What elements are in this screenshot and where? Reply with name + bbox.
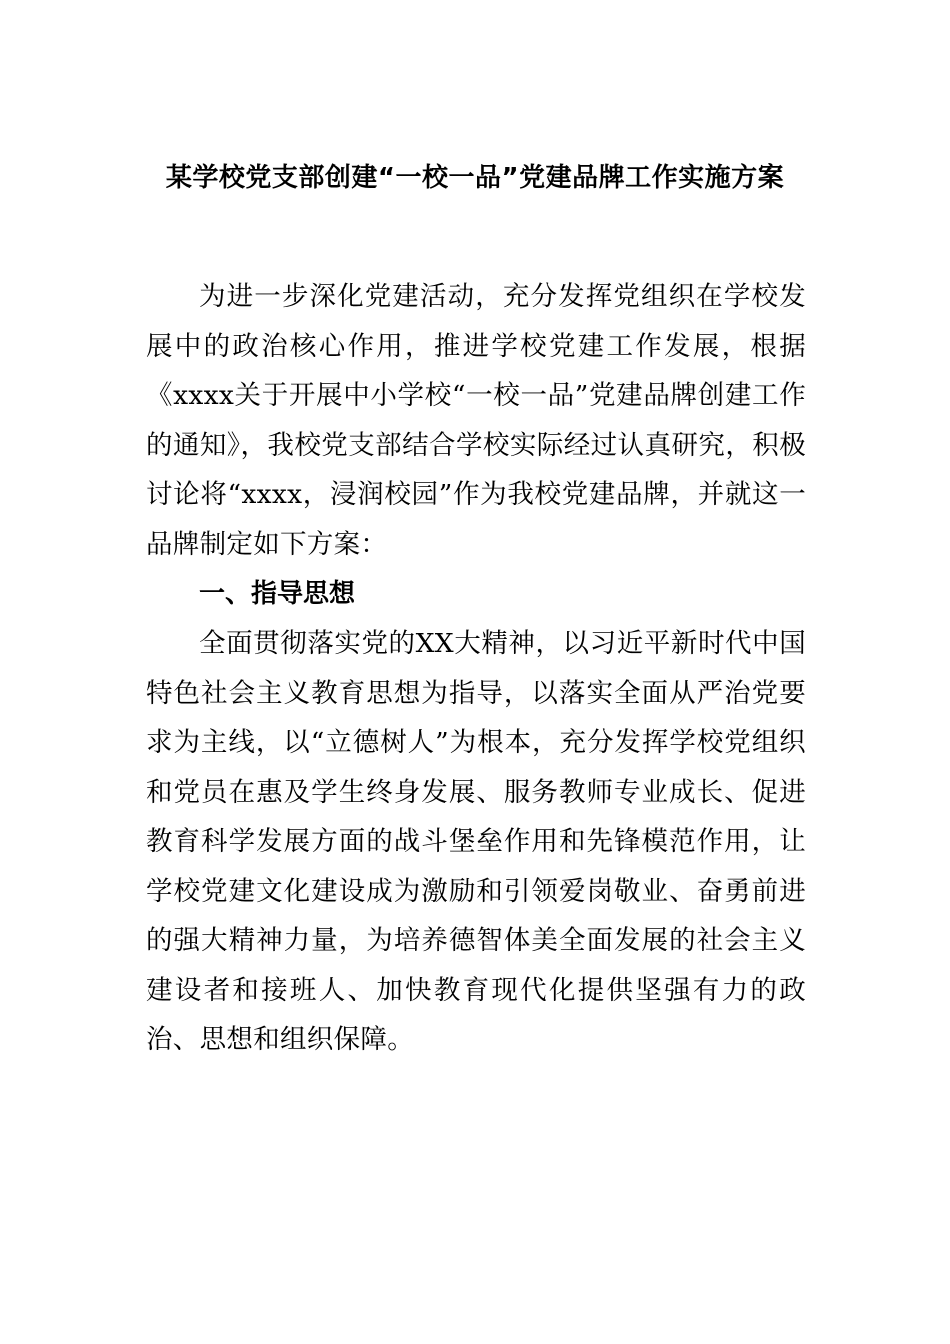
section-paragraph-guiding-ideology: 全面贯彻落实党的XX大精神，以习近平新时代中国特色社会主义教育思想为指导，以落实全面从严治党要求为主线，以“立德树人”为根本，充分发挥学校党组织和党员在惠及学生终身发展、服务教师专业成长、促进教育科学发展方面的战斗堡垒作用和先锋模范作用，让学校党建文化建设成为激励和引领爱岗敬业、奋勇前进的强大精神力量，为培养德智体美全面发展的社会主义建设者和接班人、加快教育现代化提供坚强有力的政治、思想和组织保障。 [146, 628, 806, 1055]
section-heading-guiding-ideology: 一、指导思想 [199, 579, 356, 609]
intro-paragraph: 为进一步深化党建活动，充分发挥党组织在学校发展中的政治核心作用，推进学校党建工作发展，根据《xxxx关于开展中小学校“一校一品”党建品牌创建工作的通知》，我校党支部结合学校实际经过认真研究，积极讨论将“xxxx，浸润校园”作为我校党建品牌，并就这一品牌制定如下方案： [146, 281, 806, 560]
document-title: 某学校党支部创建“一校一品”党建品牌工作实施方案 [165, 163, 785, 193]
